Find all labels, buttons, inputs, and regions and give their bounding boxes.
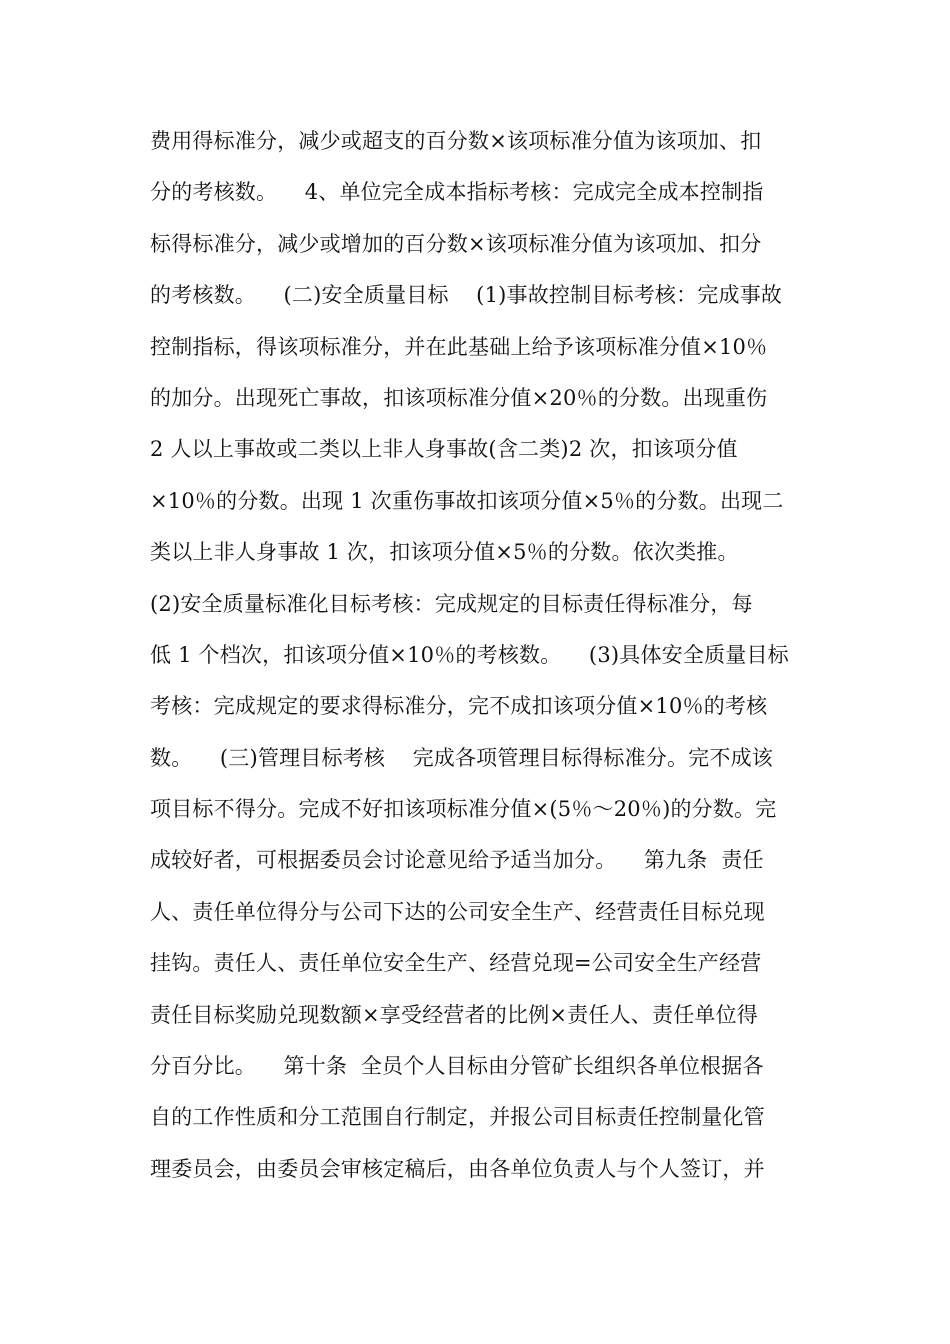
text-line: 类以上非人身事故 1 次，扣该项分值×5％的分数。依次类推。 <box>150 540 739 565</box>
text-line: 控制指标，得该项标准分，并在此基础上给予该项标准分值×10％ <box>150 334 768 359</box>
text-line: ×10％的分数。出现 1 次重伤事故扣该项分值×5％的分数。出现二 <box>150 488 784 513</box>
text-line: 项目标不得分。完成不好扣该项标准分值×(5％～20％)的分数。完 <box>150 797 777 822</box>
text-line: 数。 (三)管理目标考核 完成各项管理目标得标准分。完不成该 <box>150 745 773 770</box>
text-line: (2)安全质量标准化目标考核：完成规定的目标责任得标准分，每 <box>150 591 753 616</box>
text-line: 的考核数。 (二)安全质量目标 (1)事故控制目标考核：完成事故 <box>150 283 783 308</box>
text-line: 标得标准分，减少或增加的百分数×该项标准分值为该项加、扣分 <box>150 231 762 256</box>
text-line: 理委员会，由委员会审核定稿后，由各单位负责人与个人签订，并 <box>150 1156 765 1181</box>
text-line: 的加分。出现死亡事故，扣该项标准分值×20％的分数。出现重伤 <box>150 385 768 410</box>
text-line: 费用得标准分，减少或超支的百分数×该项标准分值为该项加、扣 <box>150 129 762 153</box>
text-line: 考核：完成规定的要求得标准分，完不成扣该项分值×10％的考核 <box>150 694 768 719</box>
text-line: 2 人以上事故或二类以上非人身事故(含二类)2 次，扣该项分值 <box>150 437 738 462</box>
text-line: 低 1 个档次，扣该项分值×10％的考核数。 (3)具体安全质量目标 <box>150 642 789 667</box>
text-line: 分百分比。 第十条 全员个人目标由分管矿长组织各单位根据各 <box>150 1054 764 1079</box>
text-line: 人、责任单位得分与公司下达的公司安全生产、经营责任目标兑现 <box>150 899 765 924</box>
body-text <box>150 116 810 1195</box>
text-line: 挂钩。责任人、责任单位安全生产、经营兑现=公司安全生产经营 <box>150 951 762 976</box>
text-line: 责任目标奖励兑现数额×享受经营者的比例×责任人、责任单位得 <box>150 1002 758 1027</box>
text-line: 分的考核数。 4、单位完全成本指标考核：完成完全成本控制指 <box>150 180 764 205</box>
text-line: 自的工作性质和分工范围自行制定，并报公司目标责任控制量化管 <box>150 1105 765 1130</box>
text-line: 成较好者，可根据委员会讨论意见给予适当加分。 第九条 责任 <box>150 848 764 873</box>
